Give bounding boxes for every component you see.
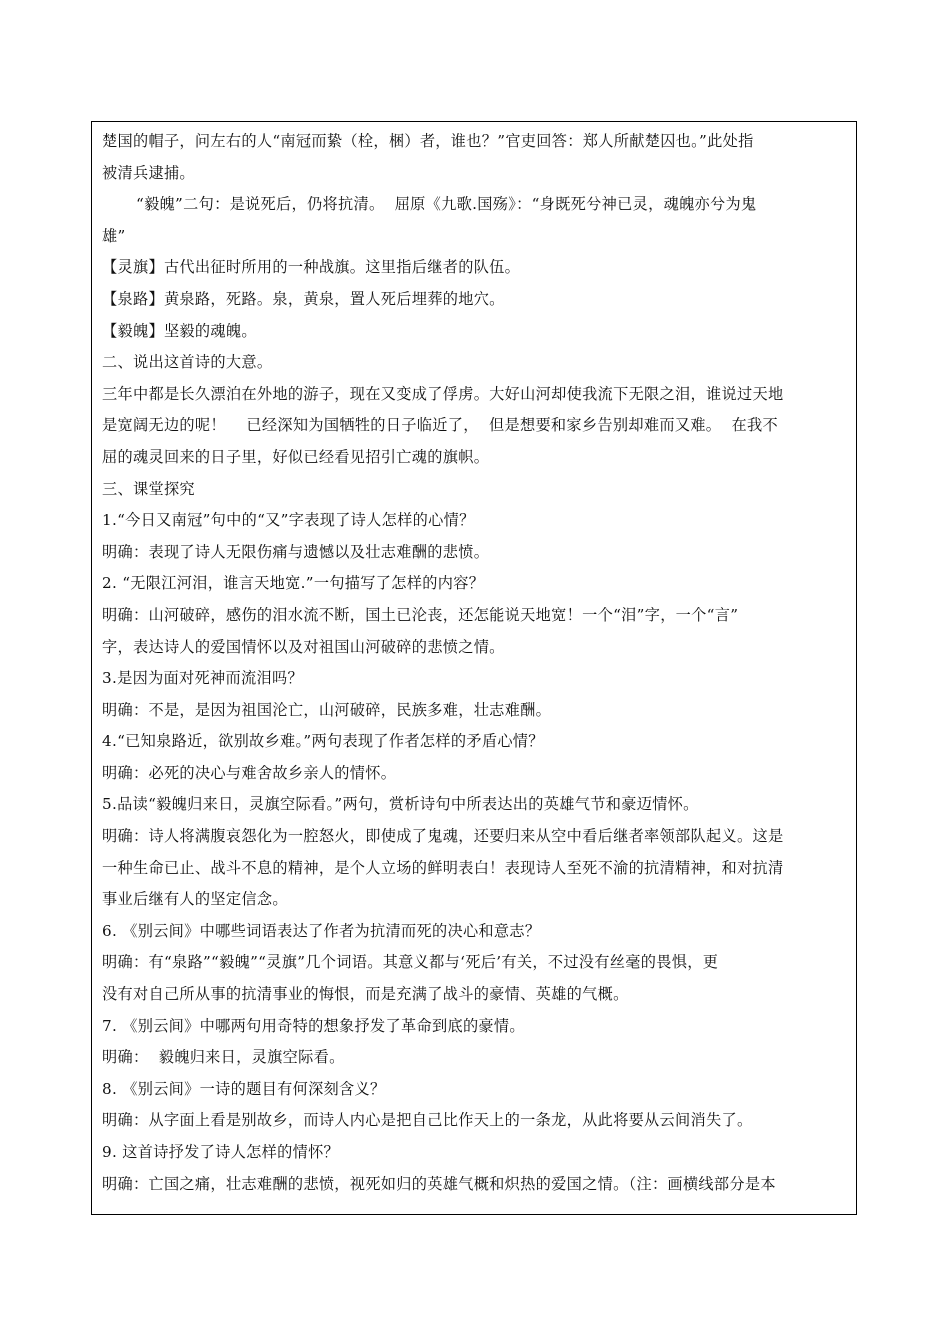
answer: 事业后继有人的坚定信念。 xyxy=(102,890,288,909)
answer: 明确：亡国之痛，壮志难酬的悲愤，视死如归的英雄气概和炽热的爱国之情。（注：画横线部分是本 xyxy=(102,1174,776,1193)
question: 3.是因为面对死神而流泪吗？ xyxy=(102,669,303,688)
answer: 明确：表现了诗人无限伤痛与遗憾以及壮志难酬的悲愤。 xyxy=(102,542,490,561)
question: 5.品读“毅魄归来日，灵旗空际看。”两句，赏析诗句中所表达出的英雄气节和豪迈情怀。 xyxy=(102,795,699,814)
text-line: 三年中都是长久漂泊在外地的游子，现在又变成了俘虏。大好山河却使我流下无限之泪，谁说过天地 xyxy=(102,384,784,403)
answer: 明确：有“泉路”“毅魄”“灵旗”几个词语。其意义都与‘死后’有关，不过没有丝毫的畏惧，更 xyxy=(102,953,719,972)
section-heading: 二、说出这首诗的大意。 xyxy=(102,353,273,372)
text-line: 雄” xyxy=(102,226,126,245)
question: 1.“今日又南冠”句中的“又”字表现了诗人怎样的心情？ xyxy=(102,511,475,530)
answer: 字，表达诗人的爱国情怀以及对祖国山河破碎的悲愤之情。 xyxy=(102,637,505,656)
answer: 没有对自己所从事的抗清事业的悔恨，而是充满了战斗的豪情、英雄的气概。 xyxy=(102,985,629,1004)
answer: 明确： 毅魄归来日，灵旗空际看。 xyxy=(102,1048,345,1067)
answer: 明确：诗人将满腹哀怨化为一腔怒火，即使成了鬼魂，还要归来从空中看后继者率领部队起义。这是 xyxy=(102,827,784,846)
text-line: 被清兵逮捕。 xyxy=(102,163,195,182)
glossary-entry: 【灵旗】古代出征时所用的一种战旗。这里指后继者的队伍。 xyxy=(102,258,521,277)
question: 7. 《别云间》中哪两句用奇特的想象抒发了革命到底的豪情。 xyxy=(102,1016,525,1035)
answer: 明确：山河破碎，感伤的泪水流不断，国土已沦丧，还怎能说天地宽！一个“泪”字，一个“言” xyxy=(102,605,739,624)
glossary-entry: 【泉路】黄泉路，死路。泉，黄泉，置人死后埋葬的地穴。 xyxy=(102,289,505,308)
answer: 明确：必死的决心与难舍故乡亲人的情怀。 xyxy=(102,763,397,782)
answer: 明确：不是，是因为祖国沦亡，山河破碎，民族多难，壮志难酬。 xyxy=(102,700,552,719)
content-table-cell xyxy=(91,121,857,1215)
question: 2. “无限江河泪，谁言天地宽.”一句描写了怎样的内容？ xyxy=(102,574,485,593)
answer: 明确：从字面上看是别故乡，而诗人内心是把自己比作天上的一条龙，从此将要从云间消失了。 xyxy=(102,1111,753,1130)
question: 6. 《别云间》中哪些词语表达了作者为抗清而死的决心和意志？ xyxy=(102,921,541,940)
text-line: “毅魄”二句：是说死后，仍将抗清。 屈原《九歌.国殇》：“身既死兮神已灵，魂魄亦兮为鬼 xyxy=(136,195,757,214)
question: 9. 这首诗抒发了诗人怎样的情怀？ xyxy=(102,1143,340,1161)
glossary-entry: 【毅魄】坚毅的魂魄。 xyxy=(102,321,257,340)
text-line: 是宽阔无边的呢！ 已经深知为国牺牲的日子临近了， 但是想要和家乡告别却难而又难。 在我不 xyxy=(102,416,779,435)
answer: 一种生命已止、战斗不息的精神，是个人立场的鲜明表白！表现诗人至死不渝的抗清精神，和对抗清 xyxy=(102,858,784,877)
document-body xyxy=(92,122,856,1200)
question: 8. 《别云间》一诗的题目有何深刻含义？ xyxy=(102,1079,386,1098)
section-heading: 三、课堂探究 xyxy=(102,479,195,498)
text-line: 屈的魂灵回来的日子里，好似已经看见招引亡魂的旗帜。 xyxy=(102,447,490,466)
question: 4.“已知泉路近，欲别故乡难。”两句表现了作者怎样的矛盾心情？ xyxy=(102,732,544,751)
text-line: 楚国的帽子，问左右的人“南冠而絷（栓，梱）者，谁也？”官吏回答：郑人所献楚囚也。”此处指 xyxy=(102,132,754,150)
